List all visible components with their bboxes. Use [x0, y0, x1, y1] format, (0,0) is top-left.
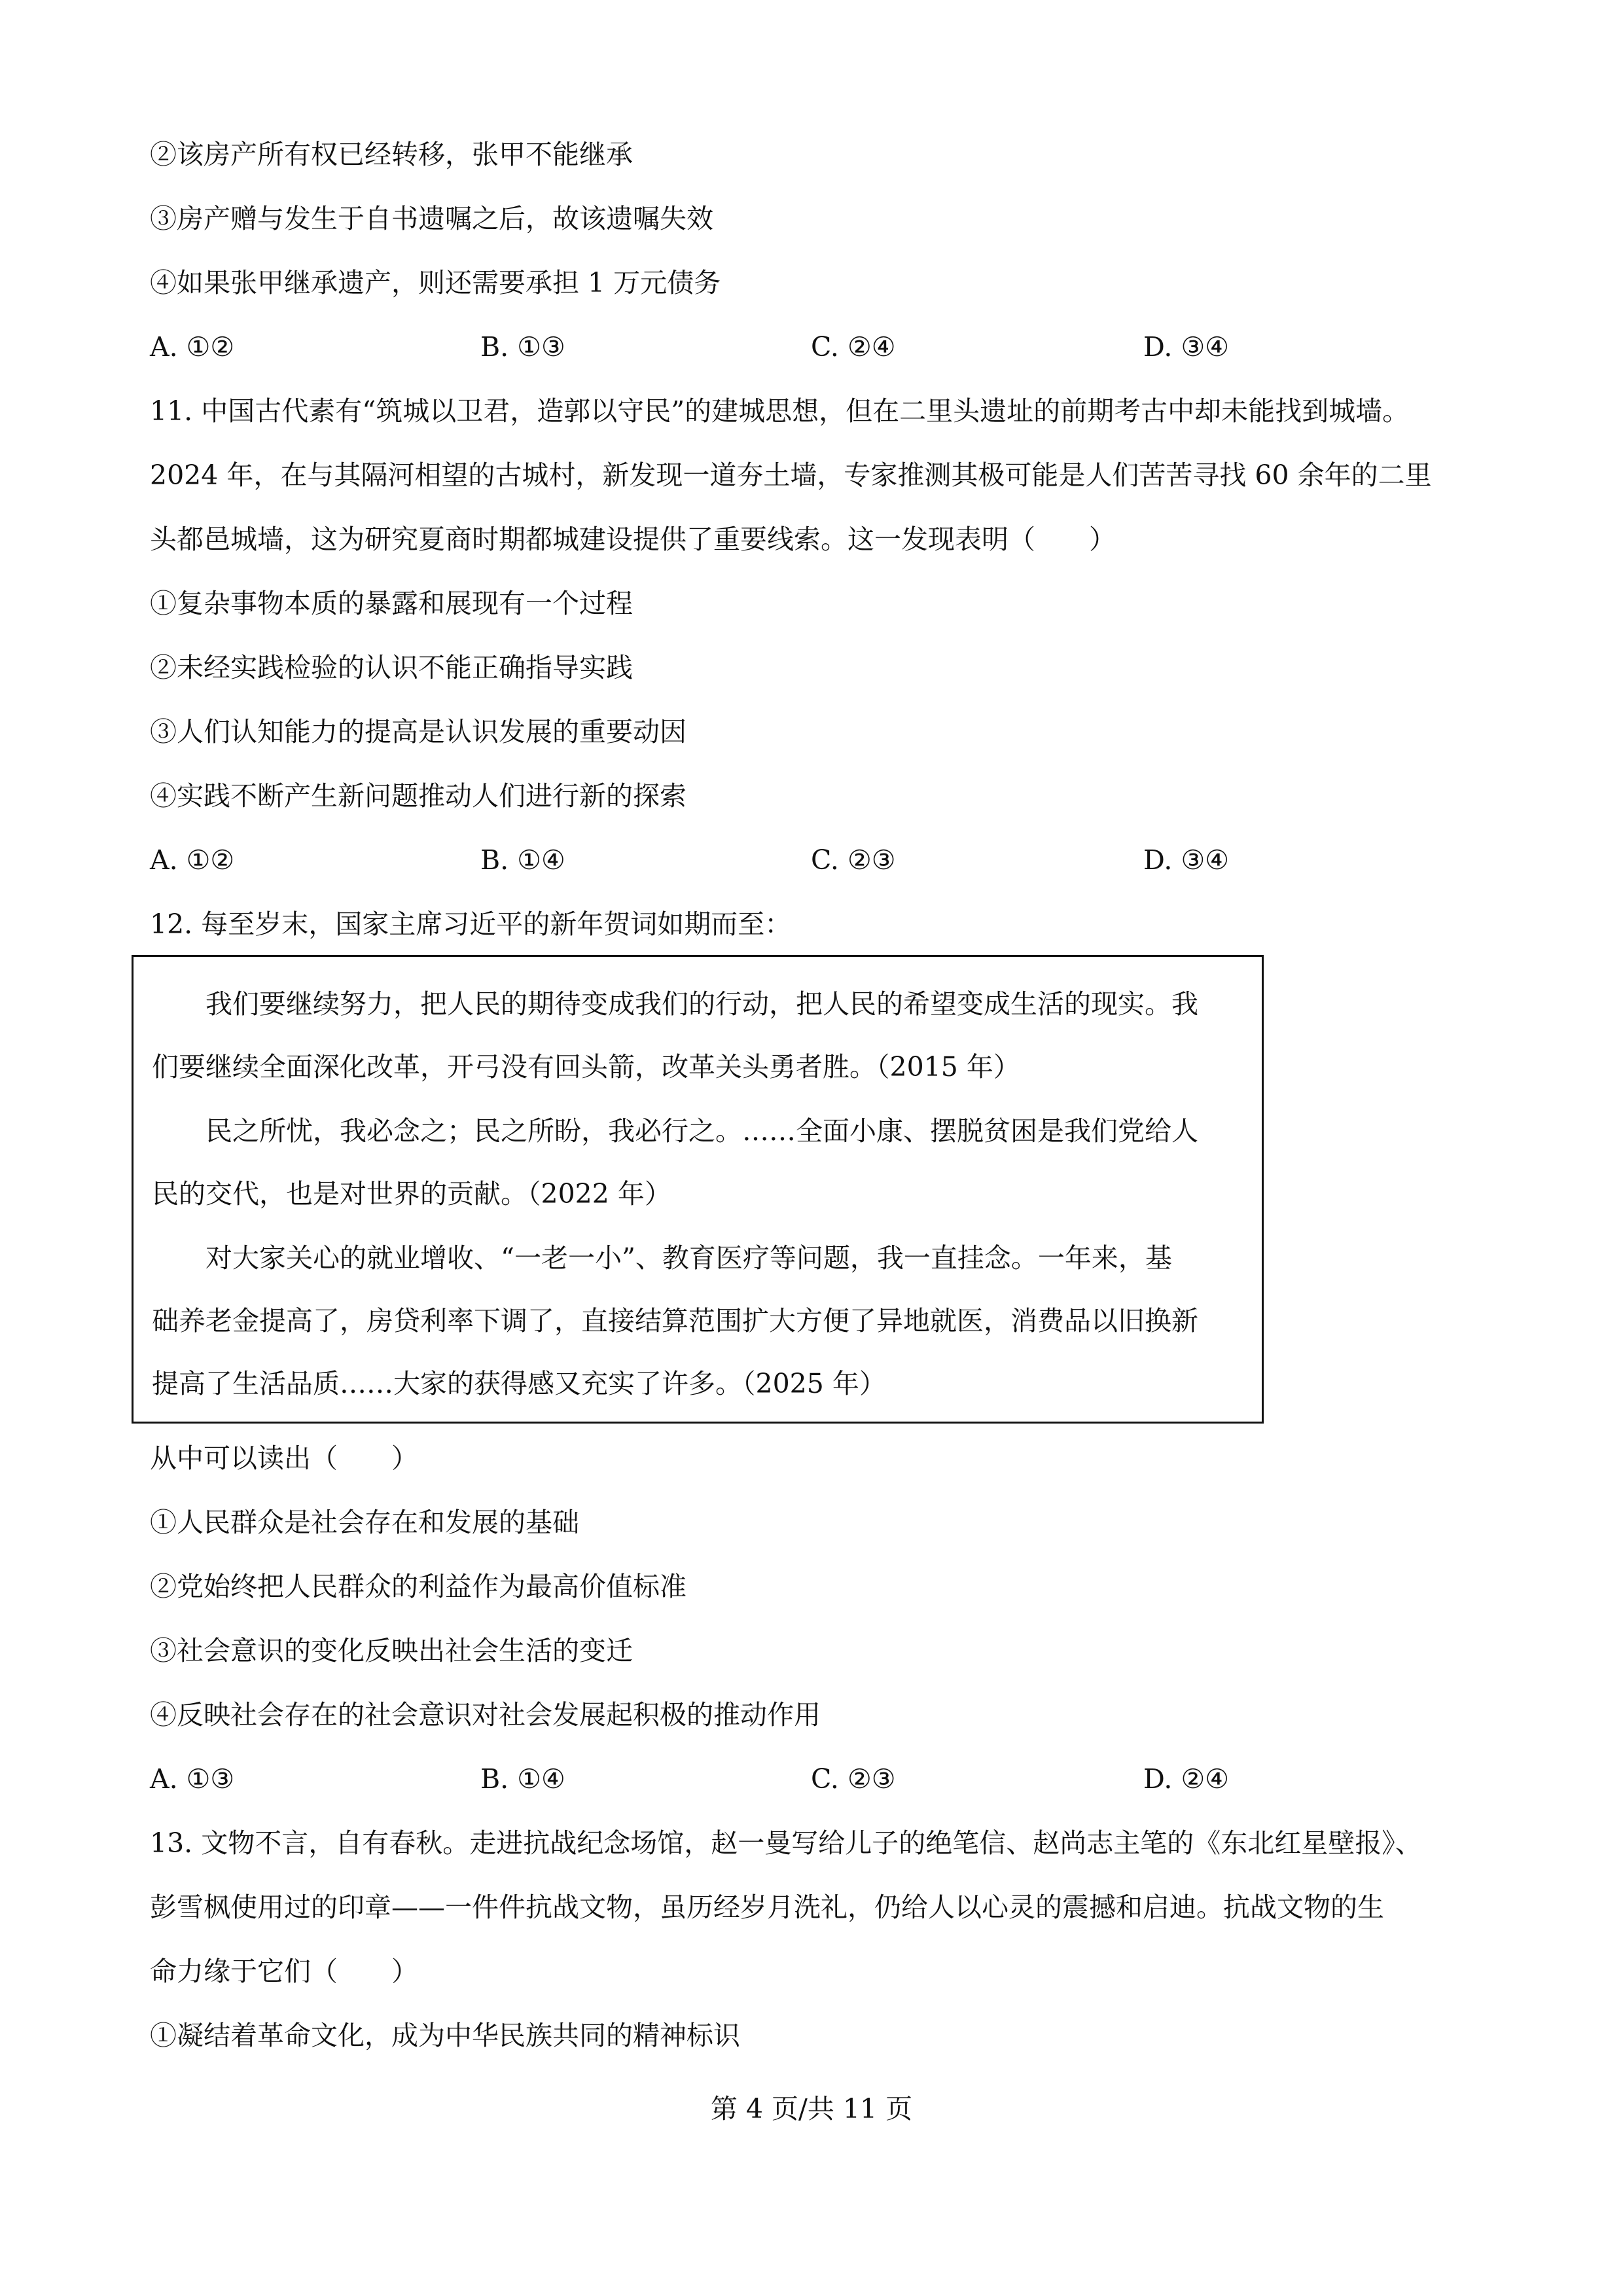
q11-option-a: A. ①②	[150, 844, 235, 876]
q12-item-3: ③社会意识的变化反映出社会生活的变迁	[150, 1635, 633, 1666]
page-number: 第 4 页/共 11 页	[710, 2093, 913, 2125]
q10-option-d: D. ③④	[1143, 331, 1229, 363]
q12-option-d: D. ②④	[1143, 1763, 1229, 1795]
q11-option-c: C. ②③	[811, 844, 896, 876]
q12-item-2: ②党始终把人民群众的利益作为最高价值标准	[150, 1571, 687, 1602]
q12-option-a: A. ①③	[150, 1763, 235, 1795]
q11-item-4: ④实践不断产生新问题推动人们进行新的探索	[150, 780, 687, 812]
quote-2015-line-1: 我们要继续努力，把人民的期待变成我们的行动，把人民的希望变成生活的现实。我	[205, 988, 1198, 1020]
q11-stem-2: 2024 年，在与其隔河相望的古城村，新发现一道夯土墙，专家推测其极可能是人们苦苦寻找 60 余年的二里	[150, 459, 1432, 491]
q10-item-3: ③房产赠与发生于自书遗嘱之后，故该遗嘱失效	[150, 203, 713, 234]
q11-stem-1: 11. 中国古代素有“筑城以卫君，造郭以守民”的建城思想，但在二里头遗址的前期考古中却未能找到城墙。	[150, 395, 1410, 427]
q12-option-b: B. ①④	[480, 1763, 565, 1795]
q12-stem: 12. 每至岁末，国家主席习近平的新年贺词如期而至：	[150, 908, 792, 940]
quote-box	[132, 955, 1264, 1424]
q11-item-1: ①复杂事物本质的暴露和展现有一个过程	[150, 588, 633, 619]
q10-options	[150, 329, 1328, 365]
quote-2015-line-2: 们要继续全面深化改革，开弓没有回头箭，改革关头勇者胜。（2015 年）	[152, 1051, 1020, 1083]
q12-question: 从中可以读出（ ）	[150, 1443, 418, 1474]
q10-item-4: ④如果张甲继承遗产，则还需要承担 1 万元债务	[150, 267, 721, 298]
quote-2022-line-2: 民的交代，也是对世界的贡献。（2022 年）	[152, 1178, 671, 1210]
q13-stem-1: 13. 文物不言，自有春秋。走进抗战纪念场馆，赵一曼写给儿子的绝笔信、赵尚志主笔的《东北红星壁报》、	[150, 1827, 1422, 1859]
q11-stem-3: 头都邑城墙，这为研究夏商时期都城建设提供了重要线索。这一发现表明（ ）	[150, 524, 1116, 555]
q10-option-c: C. ②④	[811, 331, 896, 363]
q10-item-2: ②该房产所有权已经转移，张甲不能继承	[150, 139, 633, 170]
q11-options	[150, 842, 1328, 878]
q13-stem-3: 命力缘于它们（ ）	[150, 1956, 418, 1987]
quote-2025-line-1: 对大家关心的就业增收、“一老一小”、教育医疗等问题，我一直挂念。一年来，基	[205, 1242, 1172, 1274]
q11-item-2: ②未经实践检验的认识不能正确指导实践	[150, 652, 633, 683]
q11-option-d: D. ③④	[1143, 844, 1229, 876]
q12-item-4: ④反映社会存在的社会意识对社会发展起积极的推动作用	[150, 1699, 821, 1731]
quote-2025-line-3: 提高了生活品质……大家的获得感又充实了许多。（2025 年）	[152, 1368, 886, 1399]
q11-item-3: ③人们认知能力的提高是认识发展的重要动因	[150, 716, 687, 747]
q12-options	[150, 1761, 1328, 1797]
q10-option-a: A. ①②	[150, 331, 235, 363]
q13-stem-2: 彭雪枫使用过的印章——一件件抗战文物，虽历经岁月洗礼，仍给人以心灵的震撼和启迪。抗战文物的生	[150, 1892, 1384, 1923]
q13-item-1: ①凝结着革命文化，成为中华民族共同的精神标识	[150, 2020, 740, 2051]
q12-item-1: ①人民群众是社会存在和发展的基础	[150, 1507, 579, 1538]
q11-option-b: B. ①④	[480, 844, 565, 876]
q10-option-b: B. ①③	[480, 331, 565, 363]
q12-option-c: C. ②③	[811, 1763, 896, 1795]
quote-2025-line-2: 础养老金提高了，房贷利率下调了，直接结算范围扩大方便了异地就医，消费品以旧换新	[152, 1305, 1198, 1336]
quote-2022-line-1: 民之所忧，我必念之；民之所盼，我必行之。……全面小康、摆脱贫困是我们党给人	[205, 1115, 1198, 1147]
